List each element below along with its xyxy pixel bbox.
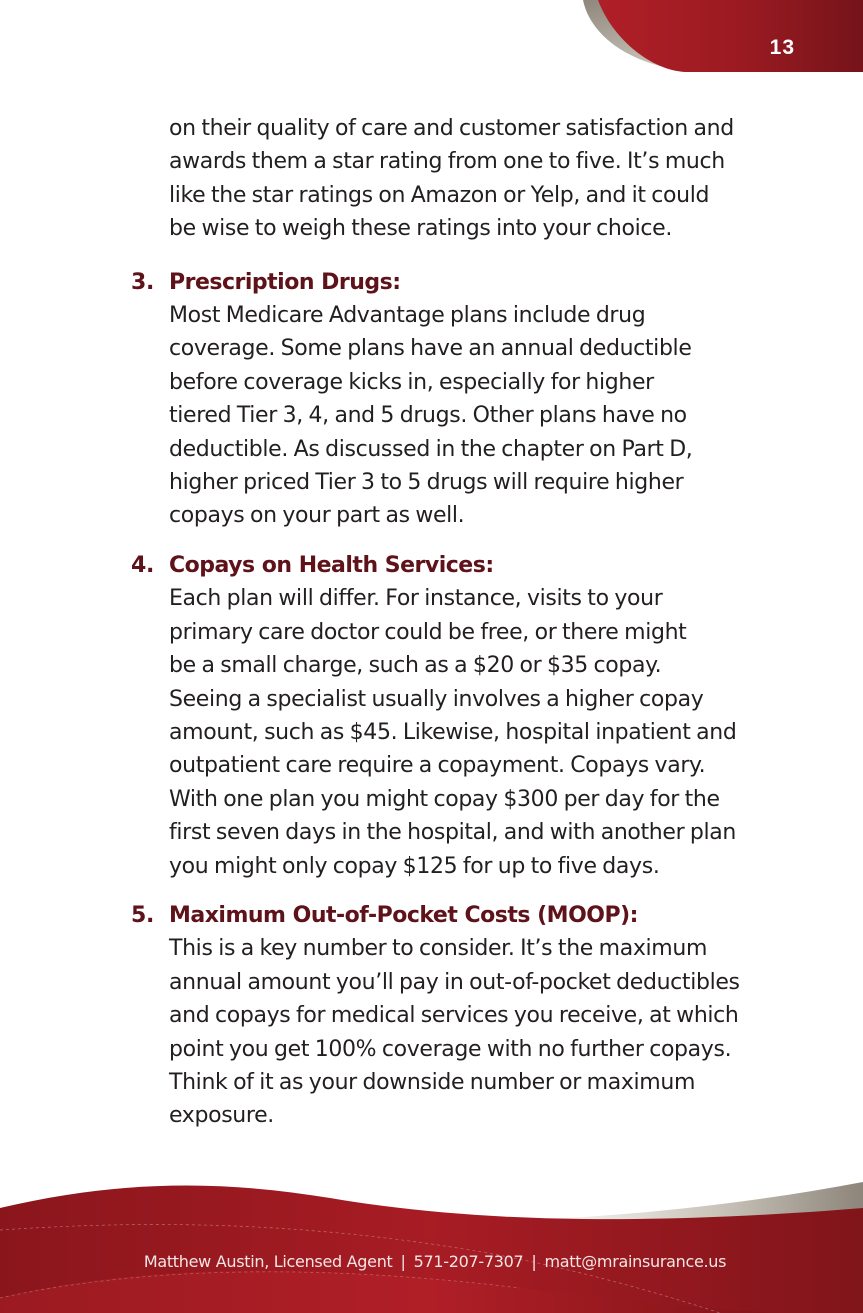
text-line: Each plan will differ. For instance, visits to your <box>169 586 663 612</box>
footer-contact <box>0 1252 863 1271</box>
list-item-number: 4. <box>131 552 155 578</box>
list-item-heading: Prescription Drugs: <box>169 269 401 295</box>
footer-wave-decoration <box>0 1160 863 1313</box>
list-item-body <box>169 932 809 1132</box>
footer-phone: 571-207-7307 <box>413 1252 524 1271</box>
footer-separator: | <box>531 1252 537 1271</box>
text-line: and copays for medical services you receive, at which <box>169 1003 739 1029</box>
text-line: This is a key number to consider. It’s the maximum <box>169 936 708 962</box>
text-line: amount, such as $45. Likewise, hospital inpatient and <box>169 719 737 745</box>
text-line: awards them a star rating from one to five. It’s much <box>169 149 725 175</box>
text-line: Seeing a specialist usually involves a higher copay <box>169 686 704 712</box>
list-item-copays-health-services <box>0 549 863 883</box>
text-line: first seven days in the hospital, and with another plan <box>169 820 737 846</box>
text-line: outpatient care require a copayment. Copays vary. <box>169 753 706 779</box>
list-item-number: 3. <box>131 269 155 295</box>
text-line: exposure. <box>169 1103 274 1129</box>
list-item-number: 5. <box>131 902 155 928</box>
text-line: before coverage kicks in, especially for higher <box>169 369 654 395</box>
text-line: like the star ratings on Amazon or Yelp, and it could <box>169 182 710 208</box>
page-content <box>0 112 863 1133</box>
text-line: coverage. Some plans have an annual deductible <box>169 336 692 362</box>
list-item-heading: Maximum Out-of-Pocket Costs (MOOP): <box>169 902 638 928</box>
footer-separator: | <box>400 1252 406 1271</box>
text-line: With one plan you might copay $300 per day for the <box>169 786 720 812</box>
footer-agent-name: Matthew Austin, Licensed Agent <box>143 1252 393 1271</box>
text-line: Most Medicare Advantage plans include drug <box>169 303 646 329</box>
continuation-paragraph <box>169 112 809 246</box>
page-number: 13 <box>769 36 795 59</box>
list-item-maximum-out-of-pocket <box>0 899 863 1133</box>
text-line: annual amount you’ll pay in out-of-pocket deductibles <box>169 969 740 995</box>
text-line: be a small charge, such as a $20 or $35 copay. <box>169 653 662 679</box>
text-line: point you get 100% coverage with no further copays. <box>169 1036 732 1062</box>
list-item-prescription-drugs <box>0 266 863 533</box>
text-line: higher priced Tier 3 to 5 drugs will require higher <box>169 470 684 496</box>
text-line: on their quality of care and customer satisfaction and <box>169 116 734 141</box>
text-line: you might only copay $125 for up to five days. <box>169 853 660 879</box>
list-item-body <box>169 299 809 533</box>
list-item-heading: Copays on Health Services: <box>169 552 494 578</box>
text-line: deductible. As discussed in the chapter on Part D, <box>169 436 693 462</box>
footer-email: matt@mrainsurance.us <box>544 1252 727 1271</box>
text-line: be wise to weigh these ratings into your choice. <box>169 216 672 242</box>
list-item-body <box>169 582 809 883</box>
text-line: primary care doctor could be free, or there might <box>169 619 687 645</box>
header-swoosh-decoration <box>0 0 863 80</box>
text-line: Think of it as your downside number or maximum <box>169 1069 696 1095</box>
text-line: copays on your part as well. <box>169 503 465 529</box>
text-line: tiered Tier 3, 4, and 5 drugs. Other plans have no <box>169 403 687 429</box>
